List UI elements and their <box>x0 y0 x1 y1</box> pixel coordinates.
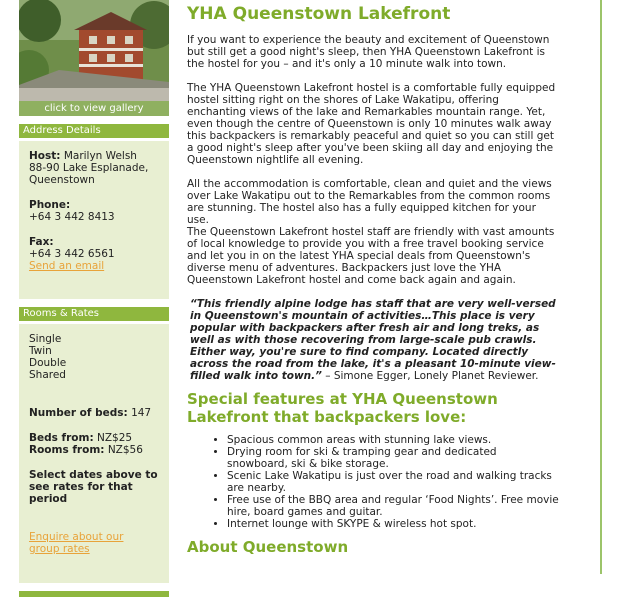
phone-number: +64 3 442 8413 <box>29 211 115 223</box>
page-title: YHA Queenstown Lakefront <box>187 4 451 24</box>
accommodation-paragraph: All the accommodation is comfortable, clean and quiet and the views over Lake Wakatipu out to the Remarkables from the common rooms are stunning. The hostel also has a fully equipped kitchen for your use. <box>187 178 552 226</box>
review-attribution: – Simone Egger, Lonely Planet Reviewer. <box>321 370 539 382</box>
feature-item: • Scenic Lake Wakatipu is just over the road and walking tracks are nearby. <box>227 470 559 494</box>
select-dates-note: Select dates above to see rates for that period <box>29 469 158 505</box>
sidebar-next-header <box>19 591 169 597</box>
features-list <box>187 434 559 530</box>
rooms-rates-header: Rooms & Rates <box>19 307 169 321</box>
host-name: Marilyn Welsh <box>63 150 137 162</box>
hostel-photo <box>19 0 169 116</box>
gallery-link[interactable]: click to view gallery <box>19 101 169 116</box>
room-type-shared: Shared <box>29 369 66 381</box>
phone-label: Phone: <box>29 199 71 211</box>
address-line2: Queenstown <box>29 174 95 186</box>
fax-label: Fax: <box>29 236 54 248</box>
beds-label: Number of beds: <box>29 407 128 419</box>
room-type-single: Single <box>29 333 62 345</box>
rooms-from-label: Rooms from: <box>29 444 105 456</box>
host-label: Host: <box>29 150 61 162</box>
review-quote-block <box>187 298 559 382</box>
right-border <box>600 0 602 574</box>
beds-from-label: Beds from: <box>29 432 94 444</box>
address-details-header: Address Details <box>19 124 169 138</box>
staff-paragraph: The Queenstown Lakefront hostel staff are friendly with vast amounts of local knowledge to provide you with a free travel booking service and let you in on the latest YHA special deals from Queenstown's diverse menu of adventures. Backpackers just love the YHA Queenstown Lakefront hostel and come back again and again. <box>187 226 555 286</box>
review-quote: “This friendly alpine lodge has staff that are very well-versed in Queenstown's mountain of activities…This place is very popular with backpackers after fresh air and long treks, as well as with those recovering from large-scale pub crawls. Either way, you're sure to find company. Located directly across the road from the lake, it's a pleasant 10-minute view-filled walk into town.” <box>190 298 556 382</box>
about-heading: About Queenstown <box>187 538 349 556</box>
feature-item: • Free use of the BBQ area and regular ‘Food Nights’. Free movie hire, board games and guitar. <box>227 494 559 518</box>
beds-from-value: NZ$25 <box>97 432 133 444</box>
sidebar <box>19 0 169 597</box>
group-rates-link[interactable]: Enquire about our group rates <box>29 531 124 555</box>
rooms-rates-panel <box>19 324 169 583</box>
send-email-link[interactable]: Send an email <box>29 260 105 272</box>
room-type-double: Double <box>29 357 67 369</box>
feature-item: • Spacious common areas with stunning lake views. <box>227 434 559 446</box>
room-type-twin: Twin <box>29 345 52 357</box>
description-paragraph: The YHA Queenstown Lakefront hostel is a comfortable fully equipped hostel sitting right on the shores of Lake Wakatipu, offering enchanting views of the lake and Remarkables mountain range. Yet, even though the centre of Queenstown is only 10 minutes walk away this backpackers is remarkably peaceful and quiet so you can still get a good night's sleep after you've been skiing all day and enjoying the Queenstown nightlife all evening. <box>187 82 556 166</box>
feature-item: • Internet lounge with SKYPE & wireless hot spot. <box>227 518 559 530</box>
intro-paragraph: If you want to experience the beauty and excitement of Queenstown but still get a good night's sleep, then YHA Queenstown Lakefront is the hostel for you – and it's only a 10 minute walk into town. <box>187 34 550 70</box>
features-heading: Special features at YHA Queenstown Lakefront that backpackers love: <box>187 390 498 426</box>
rooms-from-value: NZ$56 <box>107 444 143 456</box>
hostel-photo-gallery[interactable] <box>19 0 169 116</box>
address-line1: 88-90 Lake Esplanade, <box>29 162 149 174</box>
fax-number: +64 3 442 6561 <box>29 248 115 260</box>
feature-item: • Drying room for ski & tramping gear and dedicated snowboard, ski & bike storage. <box>227 446 559 470</box>
address-details-panel <box>19 141 169 299</box>
beds-value: 147 <box>131 407 152 419</box>
